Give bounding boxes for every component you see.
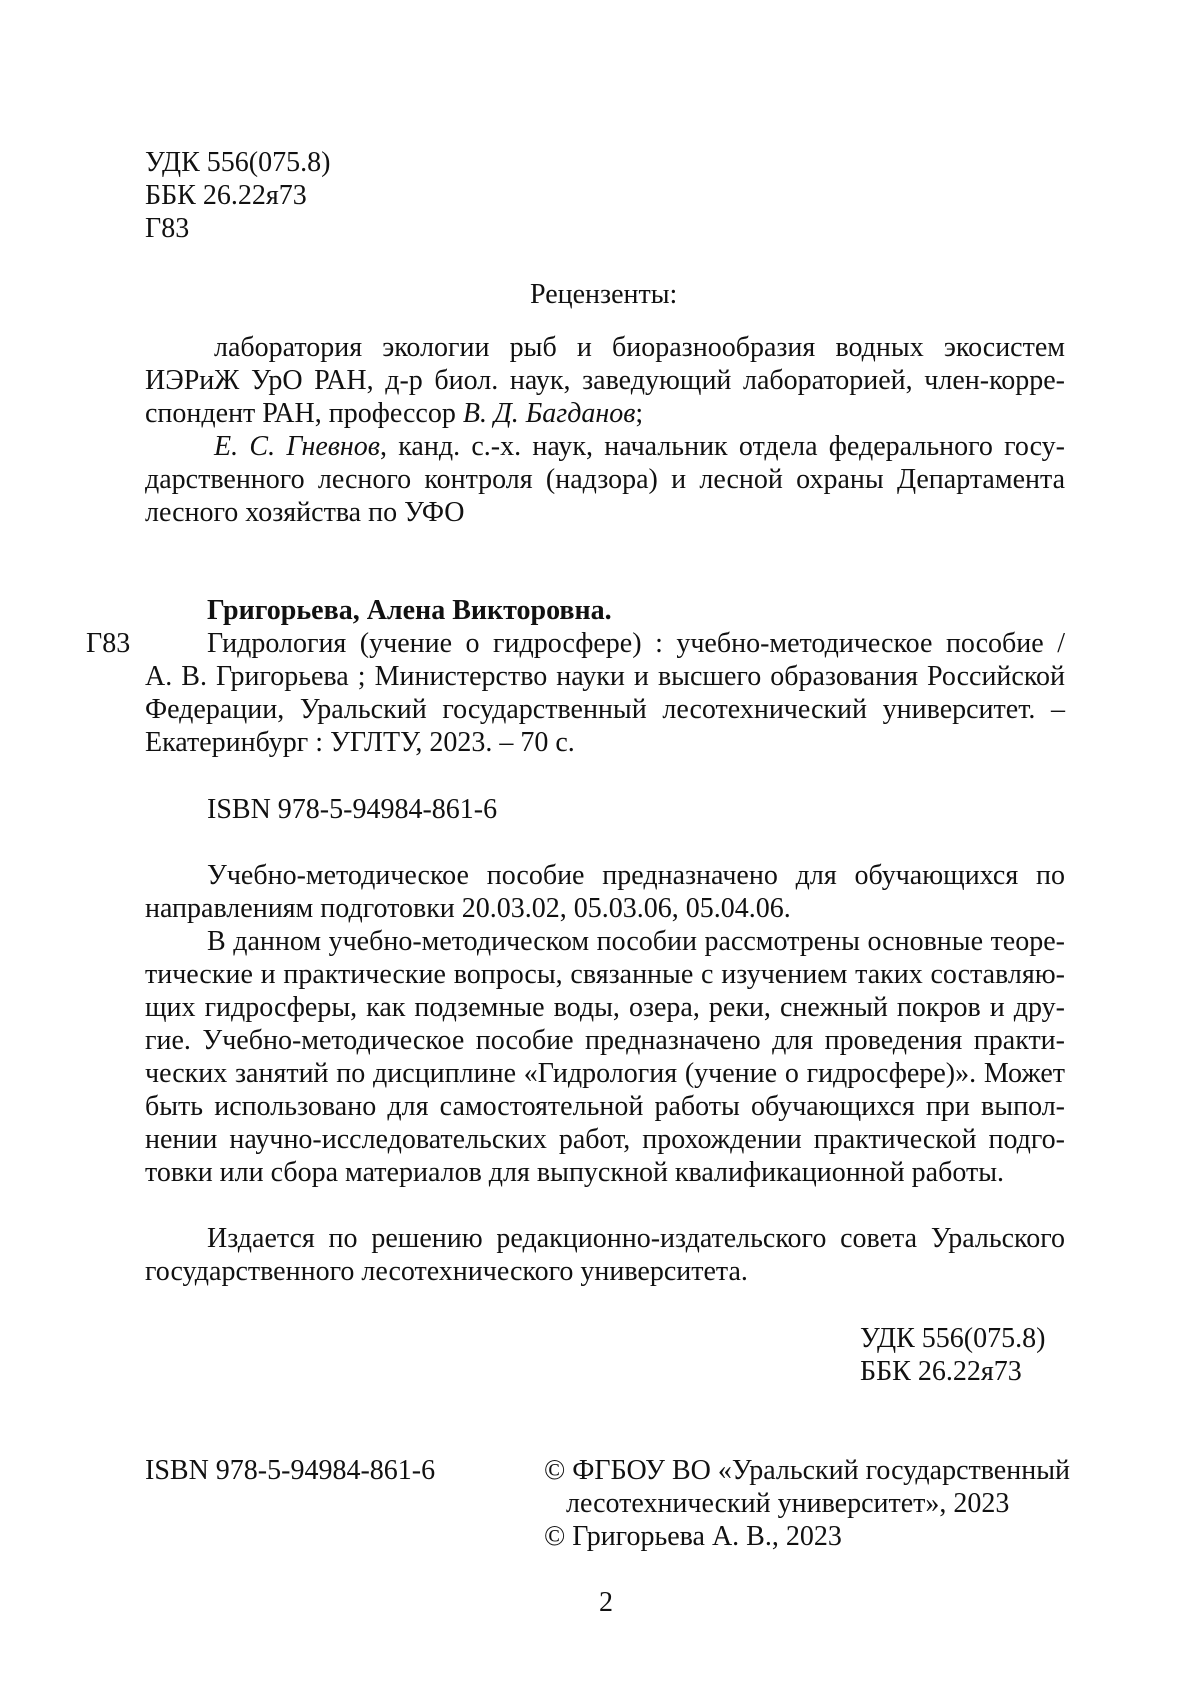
copyright-author: © Григорьева А. В., 2023: [544, 1521, 842, 1552]
annotation-p2-line: товки или сбора материалов для выпускной квалификационной работы.: [145, 1157, 1005, 1188]
author-sign: Г83: [145, 213, 190, 244]
publisher-note-line: государственного лесотехнического университета.: [145, 1256, 748, 1287]
reviewer-2-name: Е. С. Гневнов: [214, 431, 380, 462]
annotation-p2-line: тические и практические вопросы, связанные с изучением таких составляю-: [145, 959, 1065, 990]
copyright-university: © ФГБОУ ВО «Уральский государственный: [544, 1455, 1070, 1486]
reviewer-1-line-3: [145, 397, 643, 430]
annotation-p2-line: В данном учебно-методическом пособии рассмотрены основные теоре-: [207, 926, 1065, 957]
reviewer-1-end: ;: [635, 398, 644, 429]
reviewer-2-line-1: [214, 430, 1065, 463]
footer-bbk: ББК 26.22я73: [860, 1356, 1022, 1387]
page-number: 2: [599, 1587, 613, 1618]
reviewer-2-line-2: дарственного лесного контроля (надзора) и лесной охраны Департамента: [145, 464, 1065, 495]
reviewer-2-line-3: лесного хозяйства по УФО: [145, 497, 465, 528]
bib-author-sign: Г83: [86, 628, 131, 659]
udk-code: УДК 556(075.8): [145, 147, 331, 178]
footer-udk: УДК 556(075.8): [860, 1323, 1046, 1354]
bbk-code: ББК 26.22я73: [145, 180, 307, 211]
bib-line-2: А. В. Григорьева ; Министерство науки и высшего образования Российской: [145, 661, 1065, 692]
bib-line-1: Гидрология (учение о гидросфере) : учебно-методическое пособие /: [207, 628, 1065, 659]
reviewer-2-text: , канд. с.-х. наук, начальник отдела федерального госу-: [379, 431, 1066, 462]
copyright-university-cont: лесотехнический университет», 2023: [566, 1488, 1010, 1519]
isbn-record: ISBN 978-5-94984-861-6: [207, 794, 498, 825]
reviewer-1-name: В. Д. Багданов: [462, 398, 636, 429]
annotation-p2-line: гие. Учебно-методическое пособие предназначено для проведения практи-: [145, 1025, 1065, 1056]
annotation-p2-line: щих гидросферы, как подземные воды, озера, реки, снежный покров и дру-: [145, 992, 1065, 1023]
reviewer-1-line-2: ИЭРиЖ УрО РАН, д-р биол. наук, заведующий лабораторией, член-корре-: [145, 365, 1065, 396]
annotation-p2-line: быть использовано для самостоятельной работы обучающихся при выпол-: [145, 1091, 1065, 1122]
reviewers-heading: Рецензенты:: [530, 279, 678, 310]
reviewer-1-line-1: лаборатория экологии рыб и биоразнообразия водных экосистем: [214, 332, 1065, 363]
annotation-p2-line: нении научно-исследовательских работ, прохождении практической подго-: [145, 1124, 1065, 1155]
reviewer-1-text: спондент РАН, профессор: [145, 398, 463, 429]
bib-line-3: Федерации, Уральский государственный лесотехнический университет. –: [145, 694, 1065, 725]
annotation-p1-line: направлениям подготовки 20.03.02, 05.03.06, 05.04.06.: [145, 893, 791, 924]
annotation-p1-line: Учебно-методическое пособие предназначено для обучающихся по: [207, 860, 1065, 891]
author-heading: Григорьева, Алена Викторовна.: [207, 595, 612, 626]
bib-line-4: Екатеринбург : УГЛТУ, 2023. – 70 с.: [145, 727, 575, 758]
annotation-p2-line: ческих занятий по дисциплине «Гидрология (учение о гидросфере)». Может: [145, 1058, 1065, 1089]
publisher-note-line: Издается по решению редакционно-издательского совета Уральского: [207, 1223, 1065, 1254]
footer-isbn: ISBN 978-5-94984-861-6: [145, 1455, 436, 1486]
